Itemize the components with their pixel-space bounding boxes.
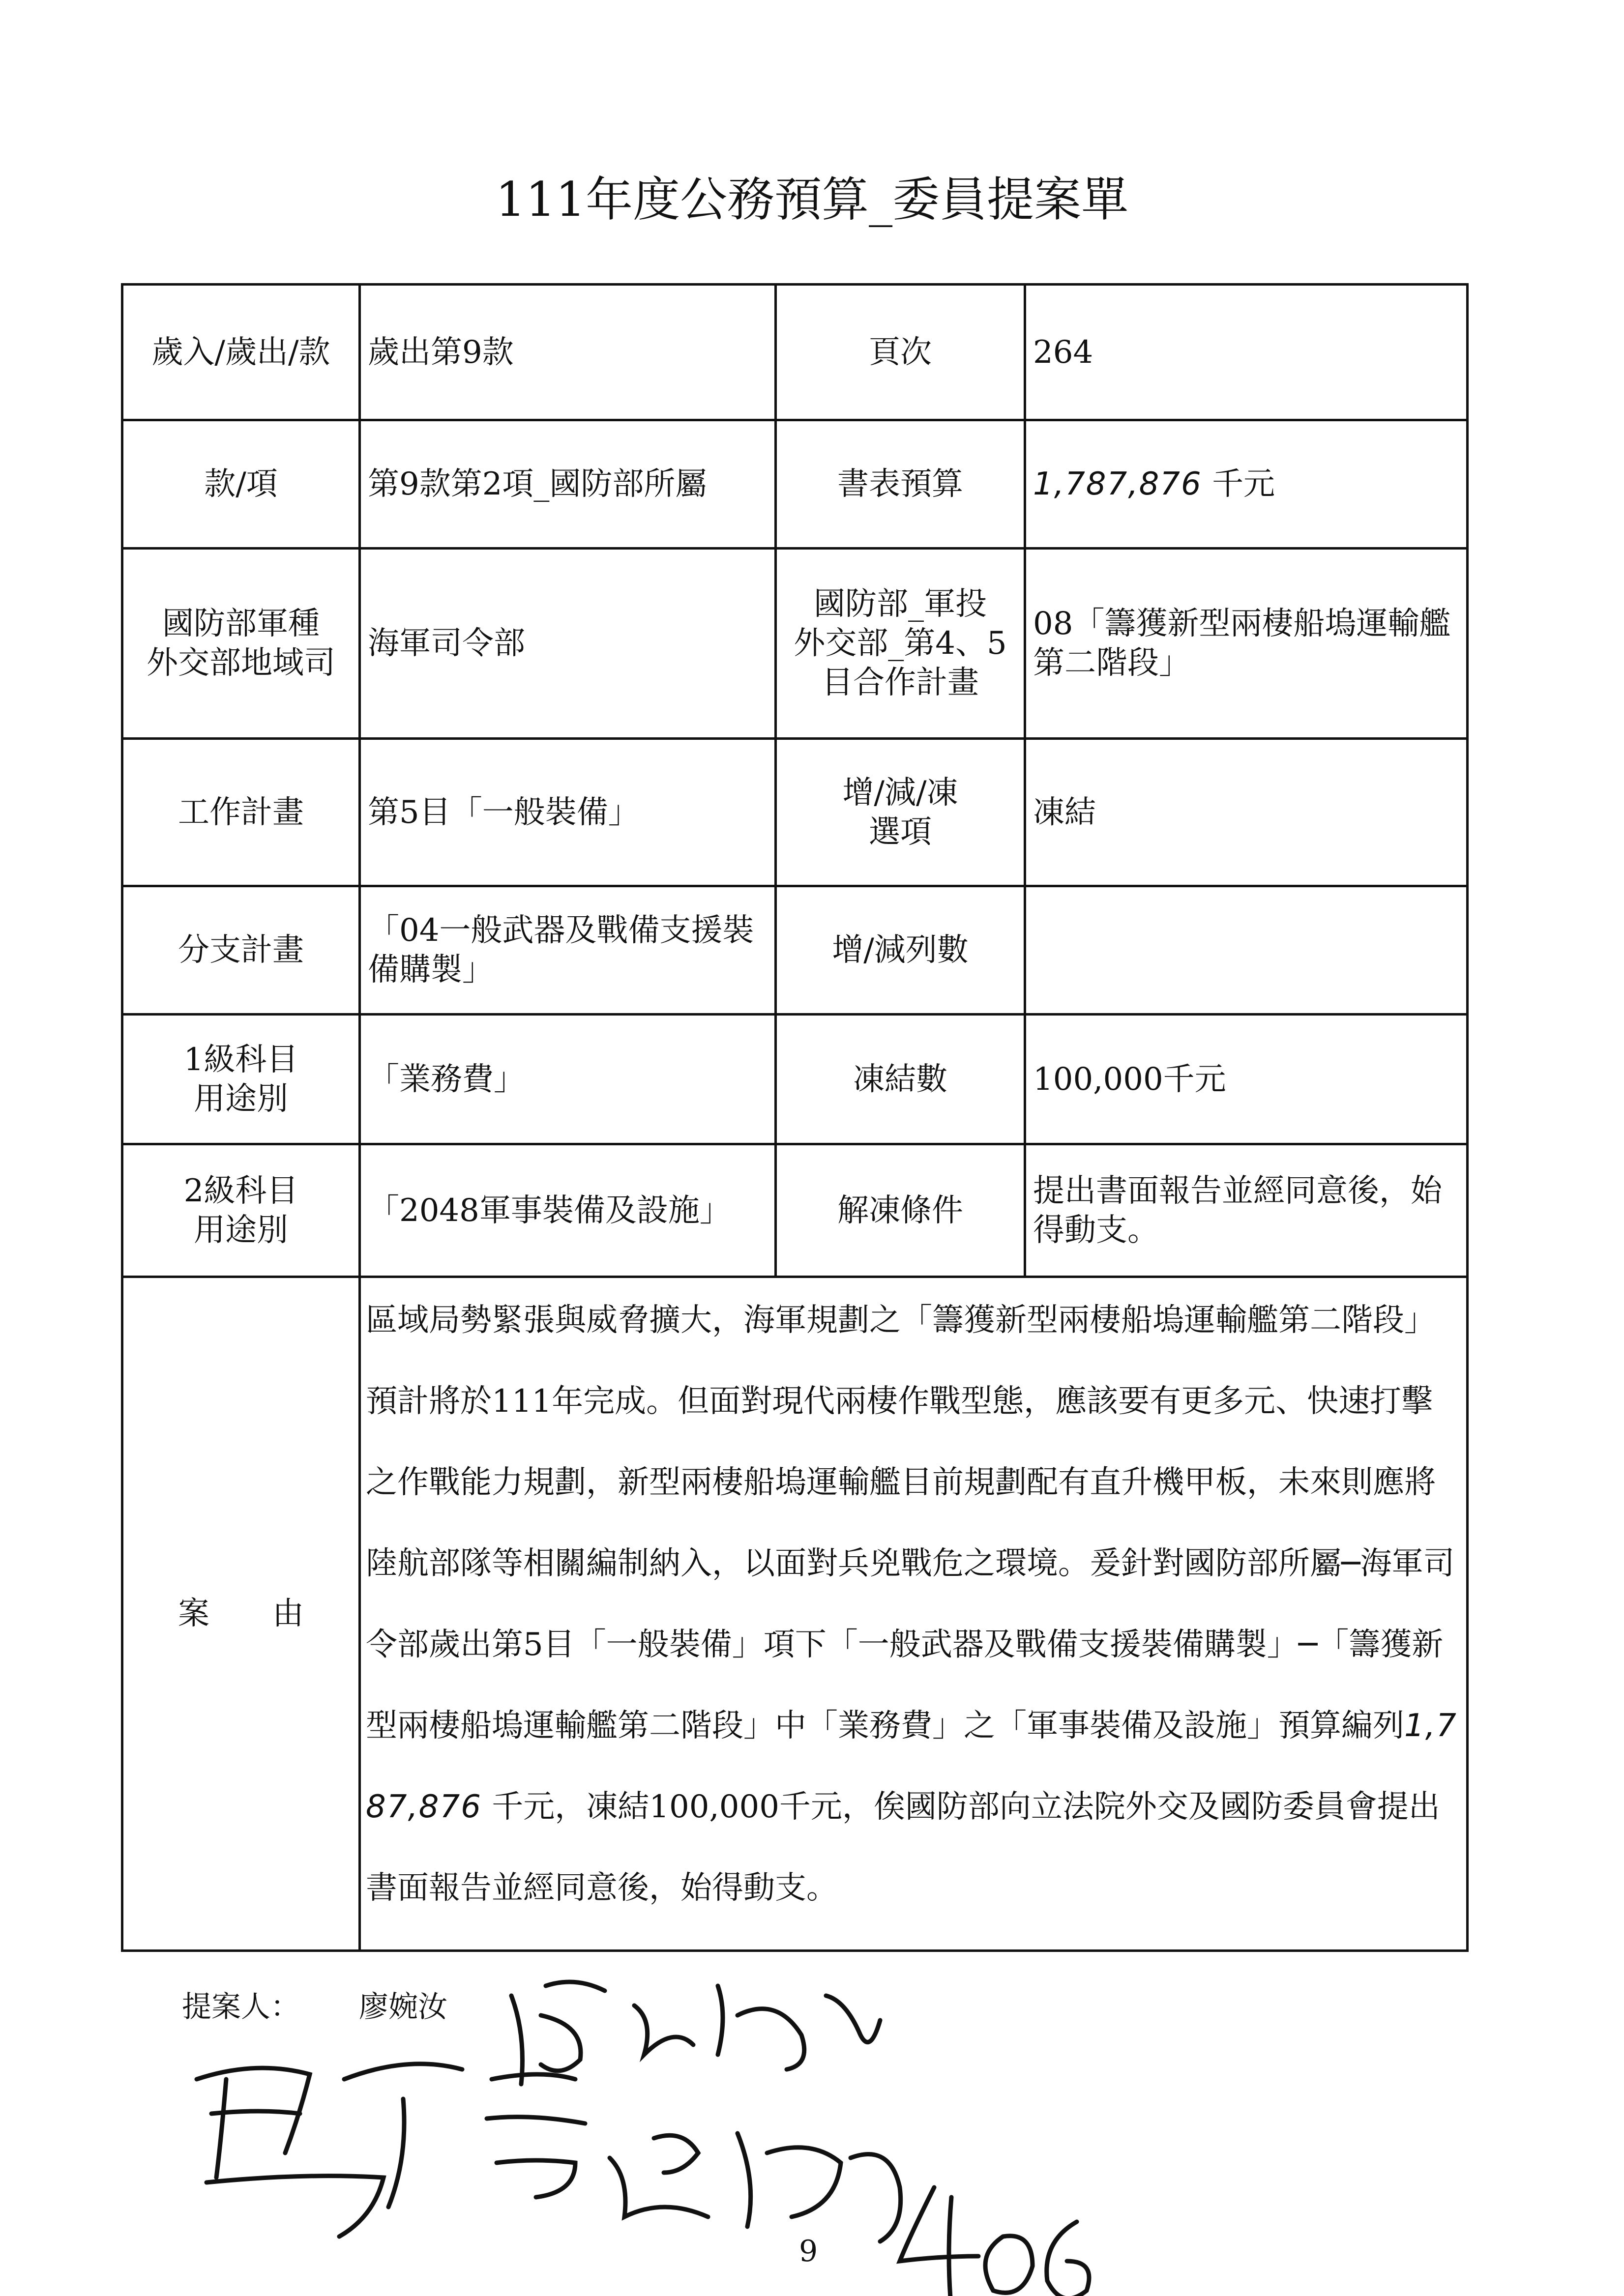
value-cell: 「2048軍事裝備及設施」: [360, 1144, 776, 1277]
handwritten-budget: 1,787,876: [1033, 466, 1202, 502]
page-number: 9: [799, 2234, 818, 2268]
label-cell: 款/項: [122, 420, 360, 549]
value-cell: 提出書面報告並經同意後，始得動支。: [1025, 1144, 1468, 1277]
value-cell: 08「籌獲新型兩棲船塢運輸艦第二階段」: [1025, 549, 1468, 739]
proposer-label: 提案人：: [182, 1990, 300, 2024]
signature-wen: [610, 2133, 901, 2241]
label-cell: 分支計畫: [122, 886, 360, 1015]
label-cell: 增/減列數: [776, 886, 1025, 1015]
reason-label: 案 由: [122, 1277, 360, 1951]
proposer-name: 廖婉汝: [359, 1990, 447, 2024]
label-cell: 1級科目 用途別: [122, 1015, 360, 1144]
reason-text-part: 區域局勢緊張與威脅擴大，海軍規劃之「籌獲新型兩棲船塢運輸艦第二階段」預計將於111年完成。但面對現代兩棲作戰型態，應該要有更多元、快速打擊之作戰能力規劃，新型兩棲船塢運輸艦目前規劃配有直升機甲板，未來則應將陸航部隊等相關編制納入，以面對兵兇戰危之環境。爰針對國防部所屬─海軍司令部歲出第5目「一般裝備」項下「一般武器及戰備支援裝備購製」─「籌獲新型兩棲船塢運輸艦第二階段」中「業務費」之「軍事裝備及設施」預算編列: [366, 1302, 1455, 1744]
label-cell: 國防部軍種 外交部地域司: [122, 549, 360, 739]
value-cell: 第9款第2項_國防部所屬: [360, 420, 776, 549]
label-cell: 書表預算: [776, 420, 1025, 549]
reason-text-part: 千元，凍結100,000千元，俟國防部向立法院外交及國防委員會提出書面報告並經同意後，始得動支。: [366, 1789, 1440, 1906]
value-cell: 100,000千元: [1025, 1015, 1468, 1144]
value-cell: 264: [1025, 285, 1468, 420]
signature-ma: [197, 2064, 585, 2237]
signature-liao: [511, 1982, 880, 2084]
value-cell: 凍結: [1025, 739, 1468, 886]
handwritten-406: [900, 2187, 1089, 2296]
page-title: 111年度公務預算_委員提案單: [495, 172, 1129, 227]
label-cell: 工作計畫: [122, 739, 360, 886]
value-cell: 第5目「一般裝備」: [360, 739, 776, 886]
handwritten-amount: 1,787,876: [366, 1708, 1457, 1825]
value-cell: 「04一般武器及戰備支援裝備購製」: [360, 886, 776, 1015]
label-cell: 解凍條件: [776, 1144, 1025, 1277]
value-cell: 「業務費」: [360, 1015, 776, 1144]
value-cell: 海軍司令部: [360, 549, 776, 739]
label-cell: 2級科目 用途別: [122, 1144, 360, 1277]
label-cell: 增/減/凍 選項: [776, 739, 1025, 886]
value-cell: 歲出第9款: [360, 285, 776, 420]
label-cell: 頁次: [776, 285, 1025, 420]
label-cell: 凍結數: [776, 1015, 1025, 1144]
label-cell: 國防部_軍投 外交部_第4、5 目合作計畫: [776, 549, 1025, 739]
label-cell: 歲入/歲出/款: [122, 285, 360, 420]
unit: 千元: [1212, 466, 1275, 502]
